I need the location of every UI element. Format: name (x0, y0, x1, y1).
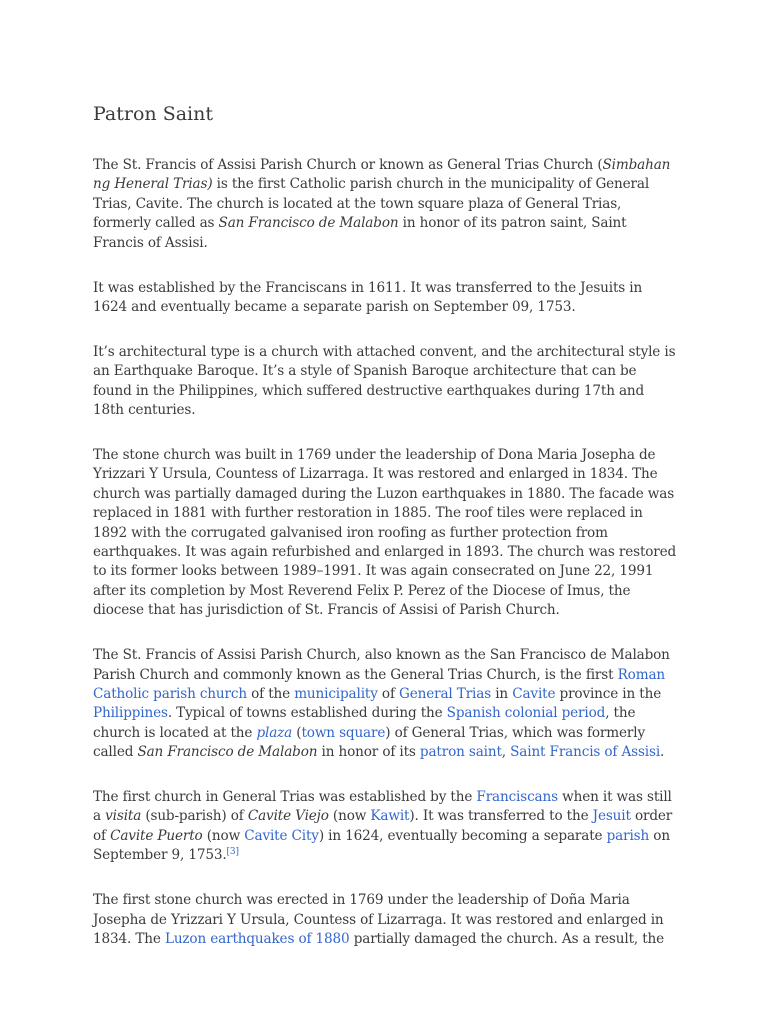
paragraph-first-stone-church: The first stone church was erected in 1769 under the leadership of Doña Maria Josepha de Yrizzari Y Ursula, Countess of Lizarraga. It was restored and enlarged in 1834. The Luzon earthquakes of 1880 partially damaged the church. As a result, the (93, 892, 665, 947)
link-town-square[interactable]: town square (301, 724, 386, 741)
link-general-trias[interactable]: General Trias (399, 685, 492, 702)
link-cavite[interactable]: Cavite (512, 685, 556, 702)
article (93, 98, 677, 975)
paragraph-parish-church: The St. Francis of Assisi Parish Church, also known as the San Francisco de Malabon Parish Church and commonly known as the General Trias Church, is the first Roman Catholic parish church of the municipality of General Trias in Cavite province in the Philippines. Typical of towns established during the Spanish colonial period, the church is located at the plaza (town square) of General Trias, which was formerly called San Francisco de Malabon in honor of its patron saint, Saint Francis of Assisi. (93, 647, 670, 761)
link-parish[interactable]: parish (606, 827, 650, 844)
link-cavite-city[interactable]: Cavite City (244, 827, 319, 844)
paragraph-intro: The St. Francis of Assisi Parish Church or known as General Trias Church (Simbahan ng Heneral Trias) is the first Catholic parish church in the municipality of General Trias, Cavite. The church is located at the town square plaza of General Trias, formerly called as San Francisco de Malabon in honor of its patron saint, Saint Francis of Assisi. (93, 157, 671, 251)
link-jesuit[interactable]: Jesuit (592, 808, 631, 825)
paragraph-architecture: It’s architectural type is a church with attached convent, and the architectural style is an Earthquake Baroque. It’s a style of Spanish Baroque architecture that can be found in the Philippines, which suffered destructive earthquakes during 17th and 18th centuries. (93, 343, 676, 419)
link-plaza[interactable]: plaza (256, 724, 293, 741)
link-spanish-colonial-period[interactable]: Spanish colonial period (446, 705, 606, 722)
page-title: Patron Saint (93, 103, 213, 125)
paragraph-established: It was established by the Franciscans in 1611. It was transferred to the Jesuits in 1624 and eventually became a separate parish on September 09, 1753. (93, 279, 643, 315)
paragraph-stone-church: The stone church was built in 1769 under the leadership of Dona Maria Josepha de Yrizzari Y Ursula, Countess of Lizarraga. It was restored and enlarged in 1834. The church was partially damaged during the Luzon earthquakes in 1880. The facade was replaced in 1881 with further restoration in 1885. The roof tiles were replaced in 1892 with the corrugated galvanised iron roofing as further protection from earthquakes. It was again refurbished and enlarged in 1893. The church was restored to its former looks between 1989–1991. It was again consecrated on June 22, 1991 after its completion by Most Reverend Felix P. Perez of the Diocese of Imus, the diocese that has jurisdiction of St. Francis of Assisi of Parish Church. (93, 446, 677, 619)
reference-link[interactable]: [3] (226, 847, 239, 858)
link-roman-catholic-parish-church[interactable]: Roman Catholic parish church (93, 666, 666, 702)
paragraph-first-church: The first church in General Trias was established by the Franciscans when it was still a visita (sub-parish) of Cavite Viejo (now Kawit). It was transferred to the Jesuit order of Cavite Puerto (now Cavite City) in 1624, eventually becoming a separate parish on September 9, 1753.[3] (93, 789, 673, 864)
link-saint-francis-of-assisi[interactable]: Saint Francis of Assisi (510, 744, 661, 761)
link-luzon-earthquakes-of-1880[interactable]: Luzon earthquakes of 1880 (164, 931, 350, 947)
link-franciscans[interactable]: Franciscans (476, 789, 558, 806)
link-philippines[interactable]: Philippines (93, 705, 168, 722)
link-municipality[interactable]: municipality (294, 685, 378, 702)
link-patron-saint[interactable]: patron saint (419, 744, 502, 761)
link-kawit[interactable]: Kawit (370, 808, 410, 825)
